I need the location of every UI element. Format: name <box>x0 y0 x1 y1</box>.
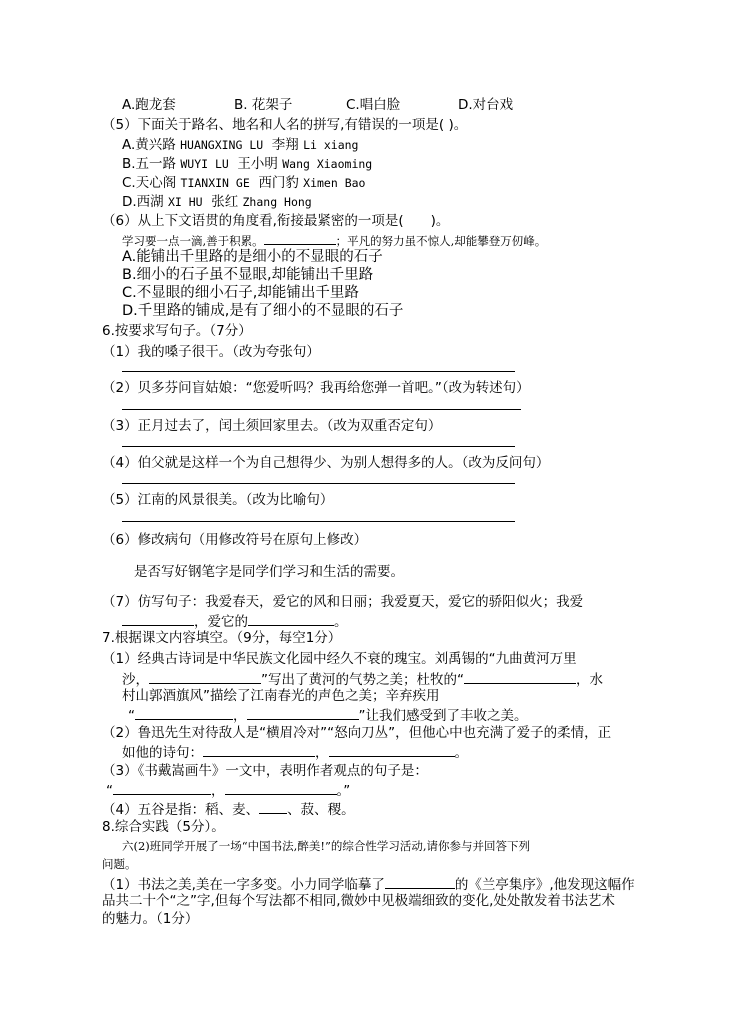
s6-item6-sentence[interactable]: 是否写好钢笔字是同学们学习和生活的需要。 <box>134 564 404 580</box>
q6-option-b: B.细小的石子虽不显眼,却能铺出千里路 <box>122 267 374 283</box>
section8-heading: 8.综合实践（5分）。 <box>102 819 225 835</box>
q6-option-d: D.千里路的铺成,是有了细小的不显眼的石子 <box>122 303 404 319</box>
s6-answer-line5[interactable] <box>122 521 515 522</box>
s6-answer-line4[interactable] <box>122 483 515 484</box>
s6-item4: （4）伯父就是这样一个为自己想得少、为别人想得多的人。（改为反问句） <box>102 455 550 471</box>
q6-option-a: A.能铺出千里路的是细小的不显眼的石子 <box>122 249 383 265</box>
q4-option-a: A.跑龙套 <box>122 97 176 113</box>
q5-option-d: D.西湖 XI HU 张红 Zhang Hong <box>122 194 312 210</box>
s8-intro-line2: 问题。 <box>102 857 137 871</box>
s7-item2-line1: （2）鲁迅先生对待敌人是“横眉冷对”“怒向刀丛”，但他心中也充满了爱子的柔情，正 <box>102 725 612 741</box>
q5-option-a: A.黄兴路 HUANGXING LU 李翔 Li xiang <box>122 137 359 153</box>
q4-options <box>122 96 513 114</box>
q4-option-c: C.唱白脸 <box>346 97 401 113</box>
s6-item3: （3）正月过去了，闰土须回家里去。（改为双重否定句） <box>102 418 442 434</box>
s7-item1-line3: 村山郭酒旗风”描绘了江南春光的声色之美；辛弃疾用 <box>122 688 440 704</box>
s8-intro-line1: 六(2)班同学开展了一场“中国书法,醉美!”的综合性学习活动,请你参与并回答下列 <box>122 839 530 853</box>
q6-stem: （6）从上下文语贯的角度看,衔接最紧密的一项是( )。 <box>102 213 450 229</box>
s6-item1: （1）我的嗓子很干。（改为夸张句） <box>102 344 320 360</box>
q5-stem: （5）下面关于路名、地名和人名的拼写,有错误的一项是( )。 <box>102 117 468 133</box>
section6-heading: 6.按要求写句子。（7分） <box>102 323 252 339</box>
s6-item2: （2）贝多芬问盲姑娘：“您爱听吗？我再给您弹一首吧。”（改为转述句） <box>102 380 530 396</box>
s6-answer-line3[interactable] <box>122 446 515 447</box>
s7-item4: （4）五谷是指：稻、麦、 、菽、稷。 <box>102 799 355 819</box>
s7-blank2[interactable] <box>464 669 576 684</box>
q4-option-d: D.对台戏 <box>458 97 514 113</box>
s7-item1-line1: （1）经典古诗词是中华民族文化园中经久不衰的瑰宝。刘禹锡的“九曲黄河万里 <box>102 651 577 667</box>
s8-blank1[interactable] <box>385 874 455 889</box>
s6-item6: （6）修改病句（用修改符号在原句上修改） <box>102 532 368 548</box>
s7-blank5[interactable] <box>203 742 315 757</box>
s6-item5: （5）江南的风景很美。（改为比喻句） <box>102 492 334 508</box>
s6-item7-blank2[interactable] <box>248 611 334 626</box>
s7-item3-line2: “ ， 。” <box>106 780 350 800</box>
s7-blank3[interactable] <box>135 705 233 720</box>
s8-item1-line3: 的魅力。（1分） <box>102 911 199 927</box>
s7-blank6[interactable] <box>329 742 455 757</box>
s6-answer-line1[interactable] <box>122 371 515 372</box>
q6-context: 学习要一点一滴,善于积累。 ；平凡的努力虽不惊人,却能攀登万仞峰。 <box>122 230 546 250</box>
s7-blank8[interactable] <box>225 780 337 795</box>
s6-answer-line2[interactable] <box>122 409 521 410</box>
q5-option-b: B.五一路 WUYI LU 王小明 Wang Xiaoming <box>122 156 373 172</box>
s7-item3-line1: （3）《书戴嵩画牛》一文中，表明作者观点的句子是： <box>102 763 428 779</box>
s6-item7-line2: ，爱它的 。 <box>122 611 348 631</box>
s7-blank1[interactable] <box>149 669 261 684</box>
s6-item7-blank1[interactable] <box>122 611 194 626</box>
s7-blank7[interactable] <box>113 780 211 795</box>
s7-item1-line2: 沙， ”写出了黄河的气势之美；杜牧的“ ，水 <box>122 669 603 689</box>
s7-item2-line2: 如他的诗句： ， 。 <box>122 742 468 762</box>
s7-item1-line4: “ ， ”让我们感受到了丰收之美。 <box>128 705 528 725</box>
s8-item1-line1: （1）书法之美,美在一字多变。小力同学临摹了 的《兰亭集序》,他发现这幅作 <box>102 874 635 894</box>
s7-blank9[interactable] <box>259 799 287 814</box>
section7-heading: 7.根据课文内容填空。（9分，每空1分） <box>102 630 342 646</box>
s8-item1-line2: 品共二十个“之”字,但每个写法都不相同,微妙中见极端细致的变化,处处散发着书法艺术 <box>102 893 615 909</box>
s6-item7-line1: （7）仿写句子：我爱春天，爱它的风和日丽；我爱夏天，爱它的骄阳似火；我爱 <box>102 594 584 610</box>
s7-blank4[interactable] <box>247 705 359 720</box>
q4-option-b: B. 花架子 <box>234 97 293 113</box>
q5-option-c: C.天心阁 TIANXIN GE 西门豹 Ximen Bao <box>122 175 366 191</box>
q6-blank[interactable] <box>264 230 336 245</box>
q6-option-c: C.不显眼的细小石子,却能铺出千里路 <box>122 285 359 301</box>
